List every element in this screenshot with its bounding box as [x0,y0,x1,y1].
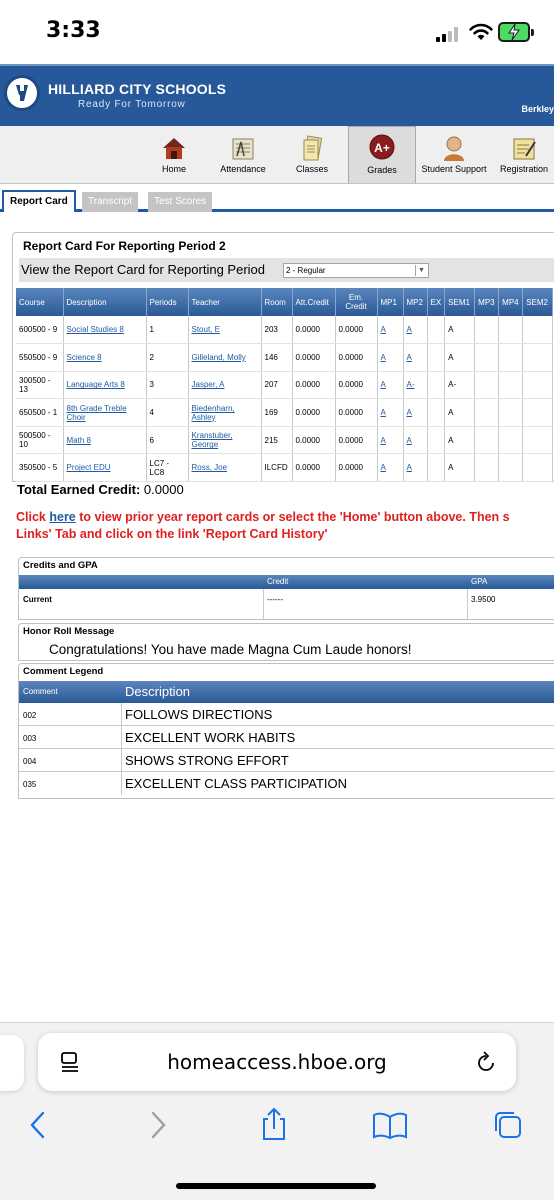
cellular-signal-icon [436,26,460,42]
teacher-link[interactable]: Biedenharn, Ashley [191,403,235,422]
tab-test-scores[interactable]: Test Scores [148,192,212,212]
tab-report-card[interactable]: Report Card [2,190,76,212]
col-mp4: MP4 [499,288,523,316]
table-row: 600500 - 9 Social Studies 8 1 Stout, E 203 0.0000 0.0000 A A A [16,316,553,344]
table-row: 650500 - 1 8th Grade Treble Choir 4 Biedenharn, Ashley 169 0.0000 0.0000 A A A [16,399,553,427]
comment-legend-header: Comment Description [19,681,554,703]
school-logo[interactable] [4,75,40,111]
reporting-period-label: View the Report Card for Reporting Period [21,262,265,277]
grade-link[interactable]: A [380,352,386,362]
table-header-row [16,288,553,316]
list-item: 035 EXCELLENT CLASS PARTICIPATION [19,772,554,795]
grade-link[interactable]: A [406,325,412,335]
honor-roll-message: Congratulations! You have made Magna Cum Laude honors! [49,642,412,657]
grade-link[interactable]: A [380,380,386,390]
table-row: 300500 - 13 Language Arts 8 3 Jasper, A 207 0.0000 0.0000 A A- A- [16,371,553,399]
tabs-icon[interactable] [492,1109,524,1141]
teacher-link[interactable]: Gilleland, Molly [191,352,246,362]
col-course: Course [16,288,63,316]
previous-tab-preview[interactable] [0,1035,24,1091]
comment-legend-panel [18,663,554,799]
registration-icon [510,134,538,162]
home-icon [160,134,188,162]
reporting-period-row [19,258,554,282]
course-link[interactable]: Social Studies 8 [66,325,124,335]
battery-charging-icon [498,22,530,42]
tab-transcript[interactable]: Transcript [82,192,138,212]
col-periods: Periods [146,288,188,316]
gpa-row-current: Current ------ 3.9500 [19,589,554,619]
chevron-down-icon: ▼ [415,265,427,276]
school-tagline: Ready For Tomorrow [78,99,186,110]
browser-toolbar [0,1022,554,1200]
list-item: 002 FOLLOWS DIRECTIONS [19,703,554,726]
bookmarks-icon[interactable] [372,1111,408,1139]
nav-classes[interactable]: Classes [288,128,336,182]
report-history-link[interactable]: here [49,510,76,524]
back-icon[interactable] [28,1109,48,1141]
main-nav [0,126,554,184]
col-mp1: MP1 [377,288,403,316]
table-row: 500500 - 10 Math 8 6 Kranstuber, George 215 0.0000 0.0000 A A A [16,426,553,454]
teacher-link[interactable]: Ross, Joe [191,463,228,473]
honor-roll-title: Honor Roll Message [23,626,115,637]
nav-grades[interactable]: A+ Grades [348,126,416,183]
status-time: 3:33 [46,18,101,43]
report-card-history-notice: Click here to view prior year report cards or select the 'Home' button above. Then s Links' Tab and click on the link 'Report Card History' [16,510,510,541]
col-sem1: SEM1 [445,288,475,316]
user-name: Berkley [521,104,554,114]
nav-registration[interactable]: Registration [494,128,554,182]
grade-link[interactable]: A [380,435,386,445]
table-row: 550500 - 9 Science 8 2 Gilleland, Molly 146 0.0000 0.0000 A A A [16,344,553,372]
course-link[interactable]: Science 8 [66,352,102,362]
col-em-credit: Em. Credit [335,288,377,316]
grades-table [16,288,553,482]
attendance-icon [229,134,257,162]
teacher-link[interactable]: Kranstuber, George [191,431,233,450]
course-link[interactable]: Math 8 [66,435,91,445]
grade-link[interactable]: A [380,325,386,335]
credits-gpa-title: Credits and GPA [23,560,98,571]
forward-icon[interactable] [148,1109,168,1141]
teacher-link[interactable]: Stout, E [191,325,220,335]
col-description: Description [63,288,146,316]
credits-gpa-panel [18,557,554,620]
list-item: 003 EXCELLENT WORK HABITS [19,726,554,749]
grade-link[interactable]: A [380,463,386,473]
credits-gpa-header: Credit GPA [19,575,554,589]
nav-attendance[interactable]: Attendance [214,128,272,182]
col-att-credit: Att.Credit [292,288,335,316]
list-item: 004 SHOWS STRONG EFFORT [19,749,554,772]
course-link[interactable]: Language Arts 8 [66,380,125,390]
col-mp2: MP2 [403,288,427,316]
school-header [0,64,554,126]
classes-icon [298,134,326,162]
share-icon[interactable] [260,1107,288,1141]
grades-icon [368,133,396,161]
wifi-icon [468,22,494,42]
report-card-title: Report Card For Reporting Period 2 [23,239,226,253]
course-link[interactable]: Project EDU [66,463,111,473]
home-indicator [176,1183,376,1189]
nav-student-support[interactable]: Student Support [418,128,490,182]
col-ex: EX [427,288,445,316]
grade-link[interactable]: A [406,435,412,445]
total-earned-credit: Total Earned Credit: 0.0000 [17,482,184,497]
grade-link[interactable]: A [406,463,412,473]
teacher-link[interactable]: Jasper, A [191,380,225,390]
svg-text:A+: A+ [374,141,390,155]
school-name: HILLIARD CITY SCHOOLS [48,81,227,97]
comment-legend-title: Comment Legend [23,666,104,677]
grade-link[interactable]: A [406,352,412,362]
grade-link[interactable]: A- [406,380,415,390]
col-teacher: Teacher [188,288,261,316]
course-link[interactable]: 8th Grade Treble Choir [66,403,127,422]
table-row: 350500 - 5 Project EDU LC7 - LC8 Ross, Joe ILCFD 0.0000 0.0000 A A A [16,454,553,482]
grade-link[interactable]: A [406,408,412,418]
address-bar[interactable] [38,1033,516,1091]
url-text: homeaccess.hboe.org [167,1050,387,1074]
col-mp3: MP3 [475,288,499,316]
grade-tabs [0,190,554,212]
reload-icon[interactable] [474,1049,498,1075]
grade-link[interactable]: A [380,408,386,418]
reporting-period-select[interactable]: 2 - Regular ▼ [283,263,429,278]
status-bar [0,0,554,64]
honor-roll-panel [18,623,554,661]
col-room: Room [261,288,292,316]
student-support-icon [440,134,468,162]
nav-home[interactable]: Home [150,128,198,182]
col-sem2: SEM2 [523,288,553,316]
